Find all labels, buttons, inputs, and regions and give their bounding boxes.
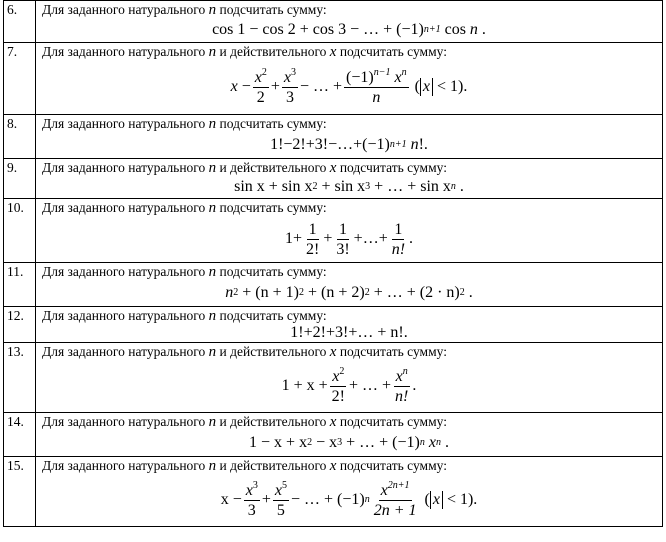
statement-text: и действительного	[219, 344, 327, 359]
fraction	[334, 220, 351, 259]
formula-var: x	[432, 491, 440, 508]
var-x: x	[329, 344, 337, 360]
task-statement	[36, 413, 662, 430]
formula-part: +	[323, 230, 333, 247]
fraction	[282, 68, 298, 107]
statement-text: Для заданного натурального	[42, 308, 206, 323]
formula-var: x	[428, 434, 436, 451]
task-statement	[36, 1, 662, 18]
task-number: 10.	[4, 199, 36, 263]
formula-var: n	[225, 284, 234, 301]
task-formula: sin x + sin x 2 + sin x 3 + … + sin x n .	[234, 178, 464, 195]
numerator: x	[332, 367, 340, 385]
formula-part: .	[459, 178, 464, 195]
statement-text: Для заданного натурального	[42, 264, 206, 279]
task-row-9	[4, 159, 663, 199]
formula-part: + … + (−1)	[346, 434, 420, 451]
abs-value	[430, 491, 443, 509]
formula-part: − … + (−1)	[290, 491, 365, 508]
denominator: 2!	[305, 240, 320, 258]
numerator: x	[245, 481, 253, 499]
fraction	[344, 68, 409, 107]
fraction	[244, 481, 260, 520]
numerator: x	[274, 481, 282, 499]
formula-part: + … +	[349, 377, 392, 394]
task-body	[36, 413, 663, 457]
statement-text: подсчитать сумму:	[339, 458, 447, 473]
statement-text: подсчитать сумму:	[339, 160, 447, 175]
tasks-table	[3, 0, 663, 527]
task-body	[36, 457, 663, 527]
statement-text: подсчитать сумму:	[339, 44, 447, 59]
formula-part: +…+	[353, 230, 388, 247]
formula-var: x	[230, 78, 238, 95]
task-formula	[36, 474, 662, 526]
var-n: n	[208, 160, 217, 176]
exponent: 5	[281, 479, 287, 491]
task-row-13	[4, 343, 663, 413]
formula-part: .	[412, 377, 417, 394]
task-statement	[36, 43, 662, 60]
denominator: n	[372, 88, 381, 106]
fraction	[372, 481, 419, 520]
numerator: x	[283, 68, 291, 86]
statement-text: и действительного	[219, 458, 327, 473]
var-n: n	[208, 264, 217, 280]
statement-text: Для заданного натурального	[42, 160, 206, 175]
task-row-6	[4, 1, 663, 43]
formula-part: −	[241, 78, 251, 95]
formula-part: cos 1	[212, 21, 246, 38]
task-formula	[36, 18, 662, 42]
task-number: 15.	[4, 457, 36, 527]
task-body	[36, 263, 663, 307]
task-formula	[36, 132, 662, 158]
task-row-8	[4, 115, 663, 159]
task-number: 14.	[4, 413, 36, 457]
exponent: 2n+1	[387, 479, 410, 491]
numerator: 1	[339, 220, 347, 238]
task-body	[36, 307, 663, 343]
statement-text: подсчитать сумму:	[219, 2, 327, 17]
formula-part: !.	[418, 136, 428, 153]
denominator: n!	[395, 387, 409, 405]
formula-part: cos	[444, 21, 466, 38]
formula-part: 1!+2!+3!+… + n!.	[290, 324, 408, 341]
formula-exponent: n	[435, 437, 441, 448]
formula-part: 1 + x +	[281, 377, 328, 394]
var-n: n	[208, 344, 217, 360]
denominator: 2n + 1	[373, 501, 417, 519]
task-body	[36, 1, 663, 43]
formula-part: < 1).	[437, 78, 468, 95]
denominator: 2!	[331, 387, 345, 405]
task-formula: 1 − x + x 2 − x 3 + … + (−1) n x n .	[249, 434, 449, 451]
var-x: x	[329, 414, 337, 430]
task-number: 7.	[4, 43, 36, 115]
formula-exponent: n	[364, 494, 370, 505]
statement-text: Для заданного натурального	[42, 344, 206, 359]
exponent: 3	[291, 66, 296, 78]
task-formula	[36, 60, 662, 114]
denominator: 5	[276, 501, 285, 519]
formula-part: + (n + 1)	[242, 284, 299, 301]
numerator: x	[254, 68, 262, 86]
task-number: 12.	[4, 307, 36, 343]
fraction	[253, 68, 269, 107]
task-formula	[36, 324, 662, 342]
formula-part: .	[468, 284, 473, 301]
exponent: 2	[339, 365, 345, 377]
formula-exponent: n	[419, 437, 425, 448]
formula-part: .	[444, 434, 449, 451]
statement-text: подсчитать сумму:	[219, 116, 327, 131]
formula-part: (	[424, 491, 430, 508]
formula-part: < 1).	[446, 491, 478, 508]
statement-text: Для заданного натурального	[42, 2, 206, 17]
statement-text: подсчитать сумму:	[339, 344, 447, 359]
task-row-10	[4, 199, 663, 263]
formula-part: − x	[316, 434, 338, 451]
task-statement	[36, 115, 662, 132]
statement-text: и действительного	[219, 160, 327, 175]
fraction	[330, 367, 347, 406]
formula-part: − cos 2 + cos 3 − … + (−1)	[249, 21, 424, 38]
statement-text: Для заданного натурального	[42, 200, 206, 215]
numerator: x	[380, 481, 388, 499]
var-n: n	[208, 2, 217, 18]
task-number: 11.	[4, 263, 36, 307]
statement-text: и действительного	[219, 414, 327, 429]
formula-part: 1+	[284, 230, 302, 247]
formula-part: + (n + 2)	[307, 284, 365, 301]
task-statement	[36, 199, 662, 216]
numerator-var: x	[394, 68, 402, 86]
formula-part: − … +	[300, 78, 343, 95]
formula-part: +	[270, 78, 280, 95]
denominator: 3	[285, 88, 294, 106]
formula-part: 1 − x + x	[249, 434, 308, 451]
task-statement	[36, 343, 662, 360]
numerator: 1	[308, 220, 317, 238]
task-number: 8.	[4, 115, 36, 159]
var-n: n	[208, 116, 217, 132]
statement-text: подсчитать сумму:	[219, 200, 327, 215]
statement-text: Для заданного натурального	[42, 414, 206, 429]
formula-exponent: n+1	[389, 139, 407, 150]
task-row-11	[4, 263, 663, 307]
numerator: x	[395, 367, 403, 385]
task-formula: n 2 + (n + 1) 2 + (n + 2) 2 + … + (2 · n) 2 .	[225, 284, 473, 301]
formula-part: x −	[220, 491, 242, 508]
formula-part: 1!−2!+3!−…+(−1)	[270, 136, 390, 153]
task-row-7	[4, 43, 663, 115]
exponent: n	[402, 365, 408, 377]
formula-var: n	[469, 21, 478, 38]
formula-part: + … + (2 · n)	[373, 284, 460, 301]
formula-part: + sin x	[321, 178, 366, 195]
task-statement	[36, 457, 662, 474]
exponent: 3	[252, 479, 258, 491]
formula-part: (	[414, 78, 420, 95]
task-number: 6.	[4, 1, 36, 43]
statement-text: Для заданного натурального	[42, 458, 206, 473]
formula-var: n	[410, 136, 419, 153]
fraction	[390, 220, 407, 259]
var-x: x	[329, 44, 337, 60]
task-number: 9.	[4, 159, 36, 199]
task-statement	[36, 263, 662, 280]
var-x: x	[329, 160, 337, 176]
task-number: 13.	[4, 343, 36, 413]
task-formula	[36, 216, 662, 262]
denominator: n!	[391, 240, 406, 258]
formula-part: .	[481, 21, 486, 38]
formula-part: +	[261, 491, 271, 508]
statement-text: подсчитать сумму:	[219, 308, 327, 323]
task-formula	[36, 360, 662, 412]
exponent: n	[401, 66, 407, 78]
statement-text: Для заданного натурального	[42, 116, 206, 131]
formula-part: sin x + sin x	[234, 178, 313, 195]
numerator: 1	[394, 220, 403, 238]
task-statement	[36, 159, 662, 176]
task-body	[36, 43, 663, 115]
formula-exponent: n+1	[423, 24, 441, 35]
statement-text: и действительного	[219, 44, 327, 59]
var-n: n	[208, 414, 217, 430]
var-n: n	[208, 200, 217, 216]
task-statement	[36, 307, 662, 324]
formula-exponent: n	[450, 181, 456, 192]
task-row-15	[4, 457, 663, 527]
var-n: n	[208, 44, 217, 60]
formula-part: .	[409, 230, 414, 247]
denominator: 3	[247, 501, 256, 519]
fraction	[304, 220, 321, 259]
var-x: x	[329, 458, 337, 474]
task-row-12	[4, 307, 663, 343]
exponent: 2	[261, 66, 267, 78]
task-body	[36, 115, 663, 159]
formula-var: x	[422, 78, 431, 95]
task-body	[36, 199, 663, 263]
task-row-14	[4, 413, 663, 457]
task-body	[36, 159, 663, 199]
var-n: n	[208, 308, 217, 324]
fraction	[393, 367, 410, 406]
task-body	[36, 343, 663, 413]
denominator: 3!	[336, 240, 350, 258]
statement-text: подсчитать сумму:	[219, 264, 327, 279]
formula-part: + … + sin x	[374, 178, 451, 195]
fraction	[273, 481, 289, 520]
denominator: 2	[256, 88, 265, 106]
abs-value	[420, 78, 433, 96]
var-n: n	[208, 458, 217, 474]
exponent: n−1	[373, 66, 391, 78]
statement-text: Для заданного натурального	[42, 44, 206, 59]
numerator: (−1)	[346, 68, 374, 86]
statement-text: подсчитать сумму:	[339, 414, 447, 429]
